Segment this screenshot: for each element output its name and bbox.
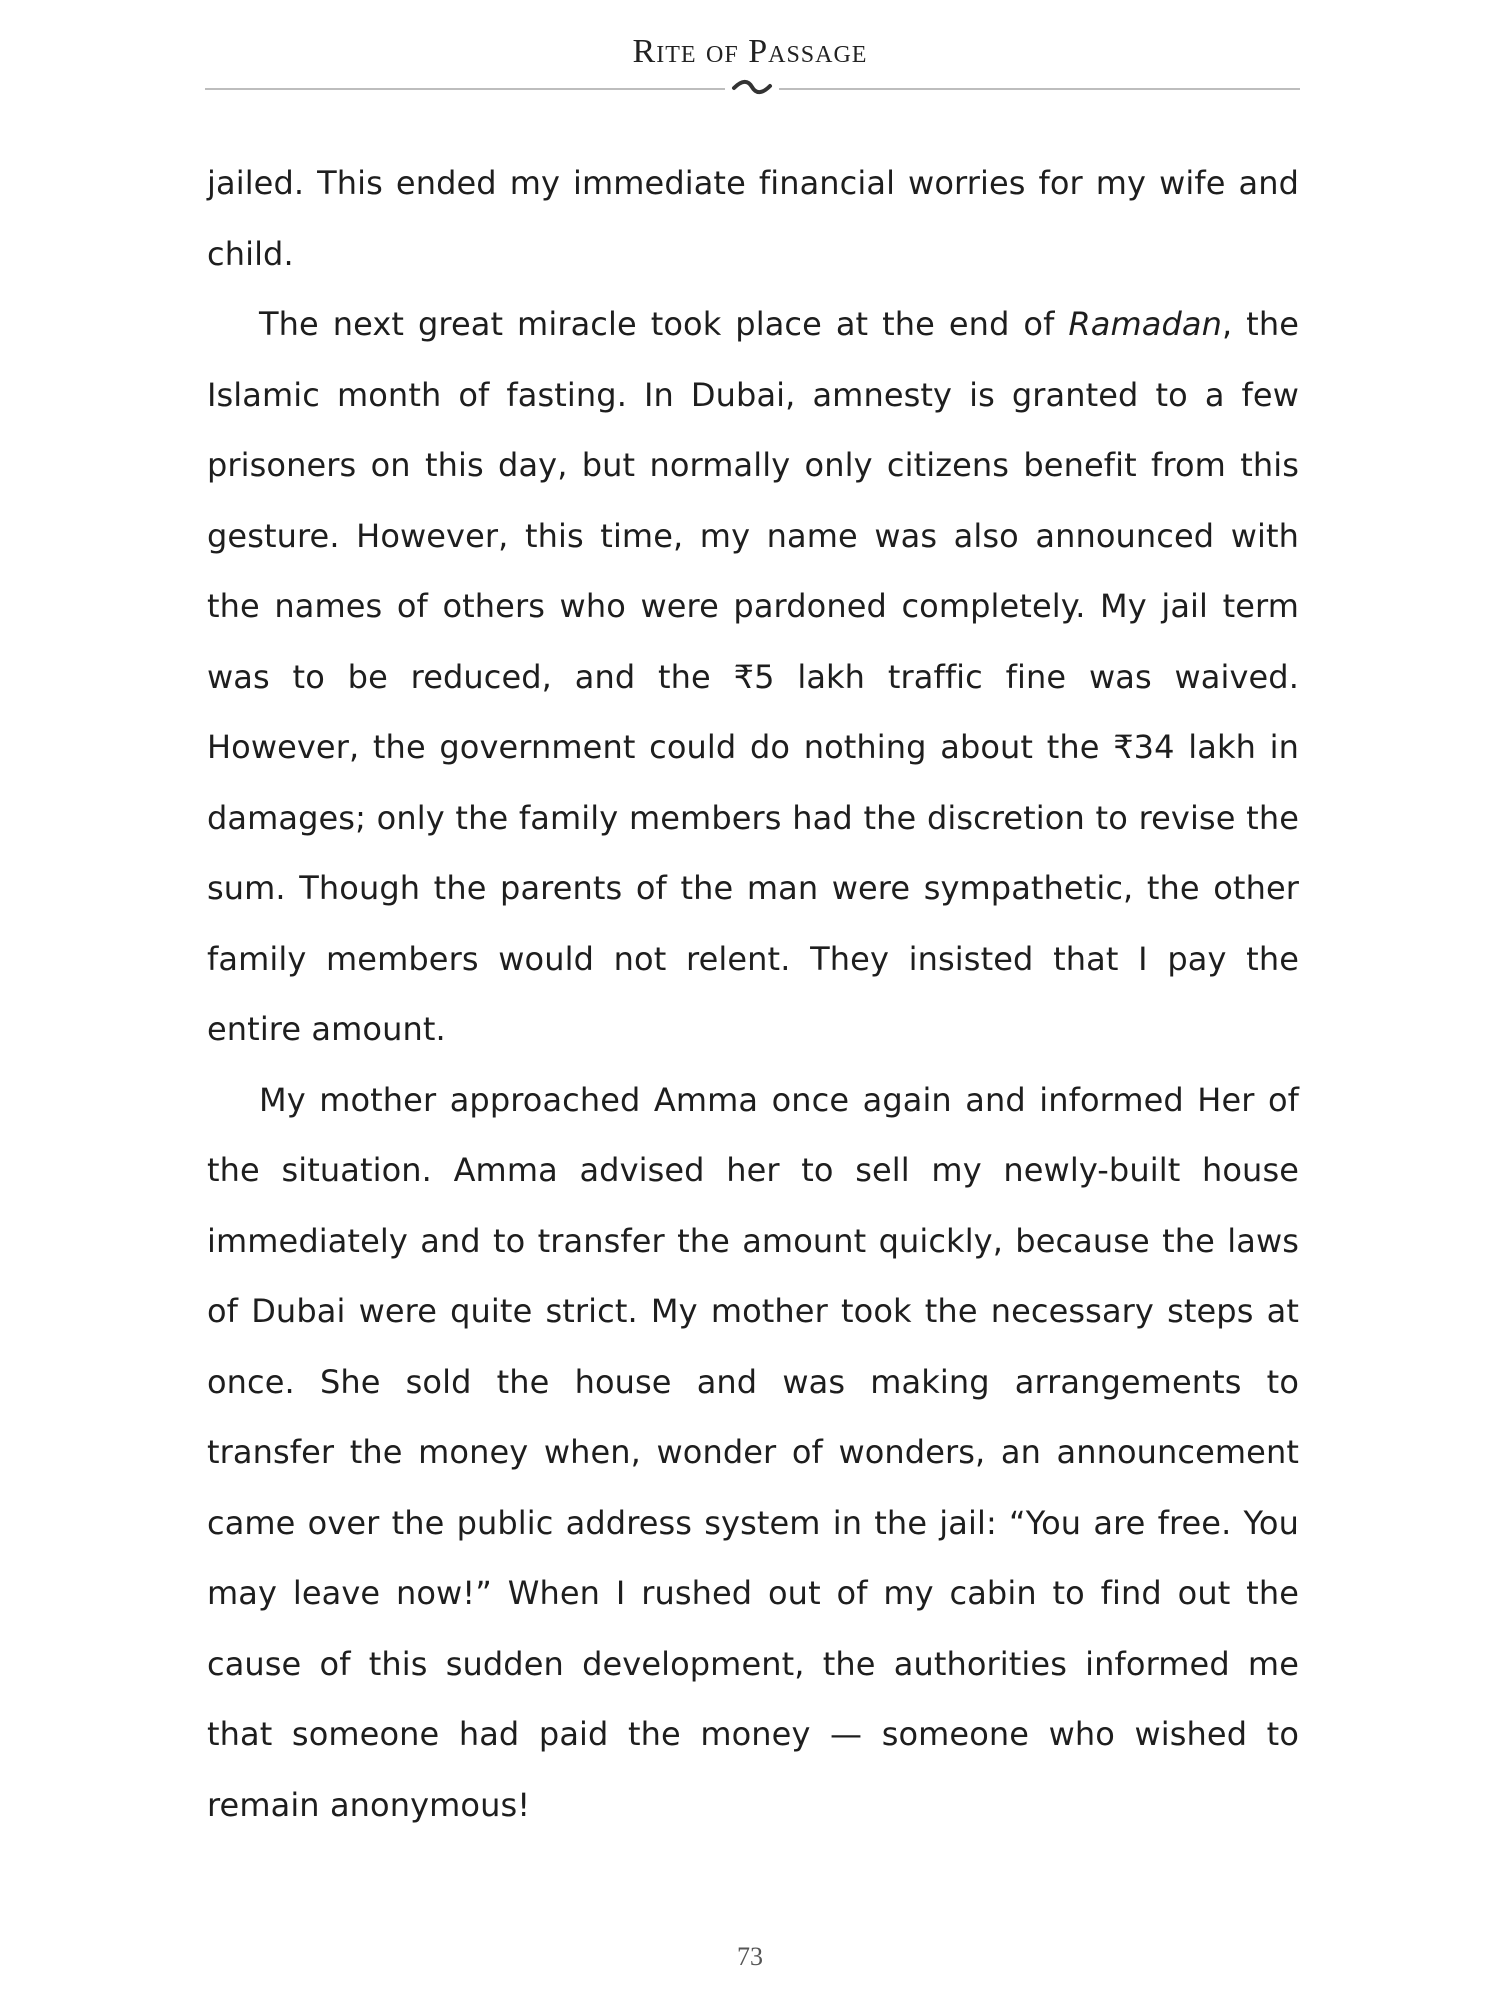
paragraph-1: jailed. This ended my immediate financial worries for my wife and child. (207, 164, 1299, 273)
running-title: Rite of Passage (632, 33, 868, 70)
paragraph-3: My mother approached Amma once again and informed Her of the situation. Amma advised her to sell my newly-built house immediately and to transfer the amount quickly, because the laws of Dubai were quite strict. My mother took the necessary steps at once. She sold the house and was making arrangements to transfer the money when, wonder of wonders, an announcement came over the public address system in the jail: “You are free. You may leave now!” When I rushed out of my cabin to find out the cause of this sudden development, the authorities informed me that someone had paid the money — someone who wished to remain anonymous! (207, 1080, 1299, 1824)
tilde-ornament-icon (725, 78, 779, 102)
header-rule (205, 84, 1300, 104)
paragraph-2-start: The next great miracle took place at the end of (259, 305, 1069, 343)
body-text (207, 148, 1299, 1840)
paragraph-2-end: , the Islamic month of fasting. In Dubai, amnesty is granted to a few prisoners on this day, but normally only citizens benefit from this gesture. However, this time, my name was also announced with the names of others who were pardoned completely. My jail term was to be reduced, and the ₹5 lakh traffic fine was waived. However, the government could do nothing about the ₹34 lakh in damages; only the family members had the discretion to revise the sum. Though the parents of the man were sympathetic, the other family members would not relent. They insisted that I pay the entire amount. (207, 305, 1299, 1048)
page-header (0, 30, 1500, 74)
page-number: 73 (737, 1942, 763, 1971)
paragraph-2-italic: Ramadan (1068, 305, 1222, 343)
paragraph-2 (207, 289, 1299, 1065)
